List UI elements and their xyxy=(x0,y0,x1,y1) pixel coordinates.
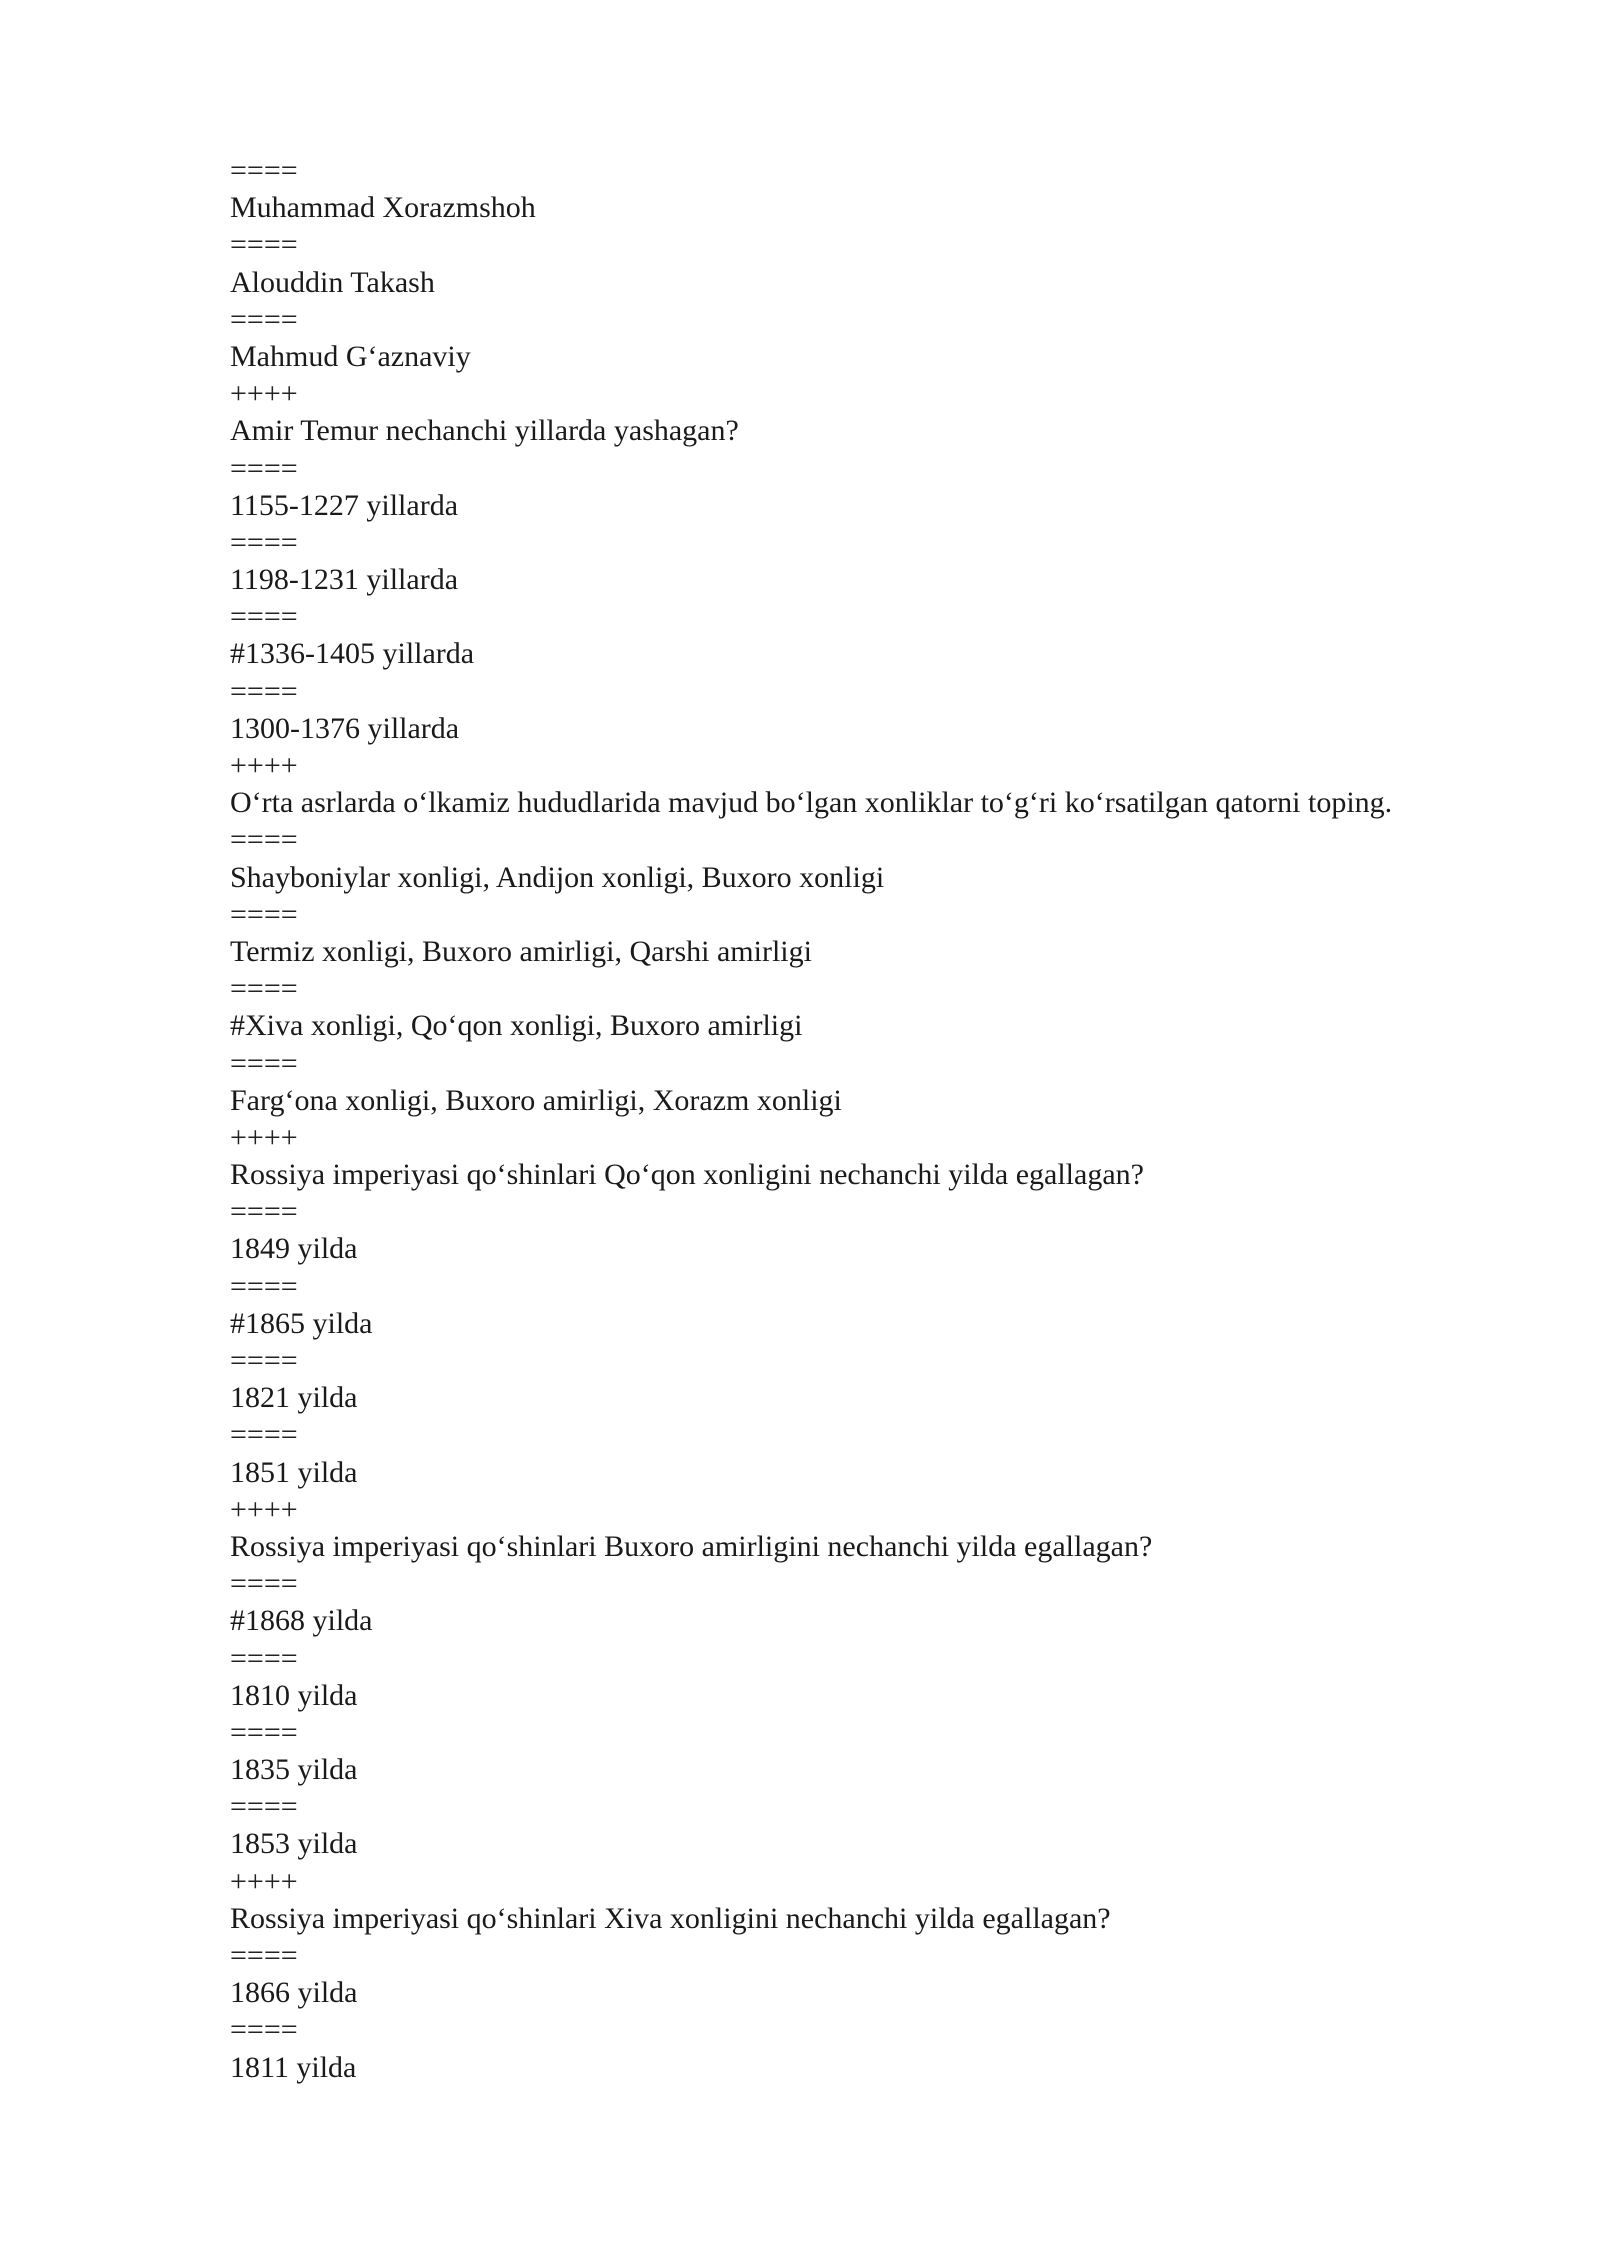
question-text: Rossiya imperiyasi qo‘shinlari Xiva xonligini nechanchi yilda egallagan? xyxy=(230,1901,1111,1935)
answer-separator: ==== xyxy=(230,823,298,857)
answer-separator: ==== xyxy=(230,897,298,931)
question-text: Rossiya imperiyasi qo‘shinlari Buxoro amirligini nechanchi yilda egallagan? xyxy=(230,1529,1153,1563)
document-body xyxy=(230,152,1570,2086)
answer-separator: ==== xyxy=(230,1790,298,1824)
question-separator: ++++ xyxy=(230,1492,298,1526)
answer-option: 1811 yilda xyxy=(230,2050,357,2084)
answer-option: 1835 yilda xyxy=(230,1753,358,1787)
answer-option: 1300-1376 yillarda xyxy=(230,711,460,745)
question-separator: ++++ xyxy=(230,1864,298,1898)
answer-separator: ==== xyxy=(230,972,298,1006)
answer-option-correct: #1868 yilda xyxy=(230,1604,373,1638)
question-text: O‘rta asrlarda o‘lkamiz hududlarida mavjud bo‘lgan xonliklar to‘g‘ri ko‘rsatilgan qatorni toping. xyxy=(230,786,1393,820)
answer-separator: ==== xyxy=(230,1418,298,1452)
answer-separator: ==== xyxy=(230,1939,298,1972)
answer-option: 1810 yilda xyxy=(230,1678,358,1712)
answer-option: Muhammad Xorazmshoh xyxy=(230,191,536,225)
answer-option: 1866 yilda xyxy=(230,1976,358,2010)
answer-option: 1851 yilda xyxy=(230,1455,358,1489)
answer-option: Shayboniylar xonligi, Andijon xonligi, Buxoro xonligi xyxy=(230,860,885,894)
answer-option: Farg‘ona xonligi, Buxoro amirligi, Xorazm xonligi xyxy=(230,1083,842,1117)
question-text: Rossiya imperiyasi qo‘shinlari Qo‘qon xonligini nechanchi yilda egallagan? xyxy=(230,1158,1144,1192)
answer-separator: ==== xyxy=(230,302,298,336)
answer-separator: ==== xyxy=(230,1046,298,1080)
answer-option: 1821 yilda xyxy=(230,1381,358,1415)
answer-option: 1198-1231 yillarda xyxy=(230,563,459,597)
answer-option-correct: #1865 yilda xyxy=(230,1306,373,1340)
answer-option-correct: #1336-1405 yillarda xyxy=(230,637,475,671)
question-separator: ++++ xyxy=(230,749,298,782)
answer-separator: ==== xyxy=(230,2013,298,2047)
question-text: Amir Temur nechanchi yillarda yashagan? xyxy=(230,414,739,448)
answer-separator: ==== xyxy=(230,1195,298,1229)
question-separator: ++++ xyxy=(230,1120,298,1154)
answer-option: Mahmud G‘aznaviy xyxy=(230,339,471,373)
answer-separator: ==== xyxy=(230,674,298,708)
answer-separator: ==== xyxy=(230,1641,298,1675)
answer-separator: ==== xyxy=(230,1269,298,1303)
answer-separator: ==== xyxy=(230,228,298,262)
answer-option: Termiz xonligi, Buxoro amirligi, Qarshi amirligi xyxy=(230,934,812,968)
answer-separator: ==== xyxy=(230,1344,298,1377)
answer-option: 1853 yilda xyxy=(230,1827,358,1861)
answer-separator: ==== xyxy=(230,1715,298,1749)
answer-separator: ==== xyxy=(230,451,298,485)
answer-option: Alouddin Takash xyxy=(230,265,435,299)
answer-option-correct: #Xiva xonligi, Qo‘qon xonligi, Buxoro amirligi xyxy=(230,1009,803,1043)
answer-separator: ==== xyxy=(230,154,298,187)
answer-separator: ==== xyxy=(230,1567,298,1601)
answer-separator: ==== xyxy=(230,600,298,634)
question-separator: ++++ xyxy=(230,377,298,411)
answer-option: 1849 yilda xyxy=(230,1232,358,1266)
answer-separator: ==== xyxy=(230,525,298,559)
answer-option: 1155-1227 yillarda xyxy=(230,488,459,522)
